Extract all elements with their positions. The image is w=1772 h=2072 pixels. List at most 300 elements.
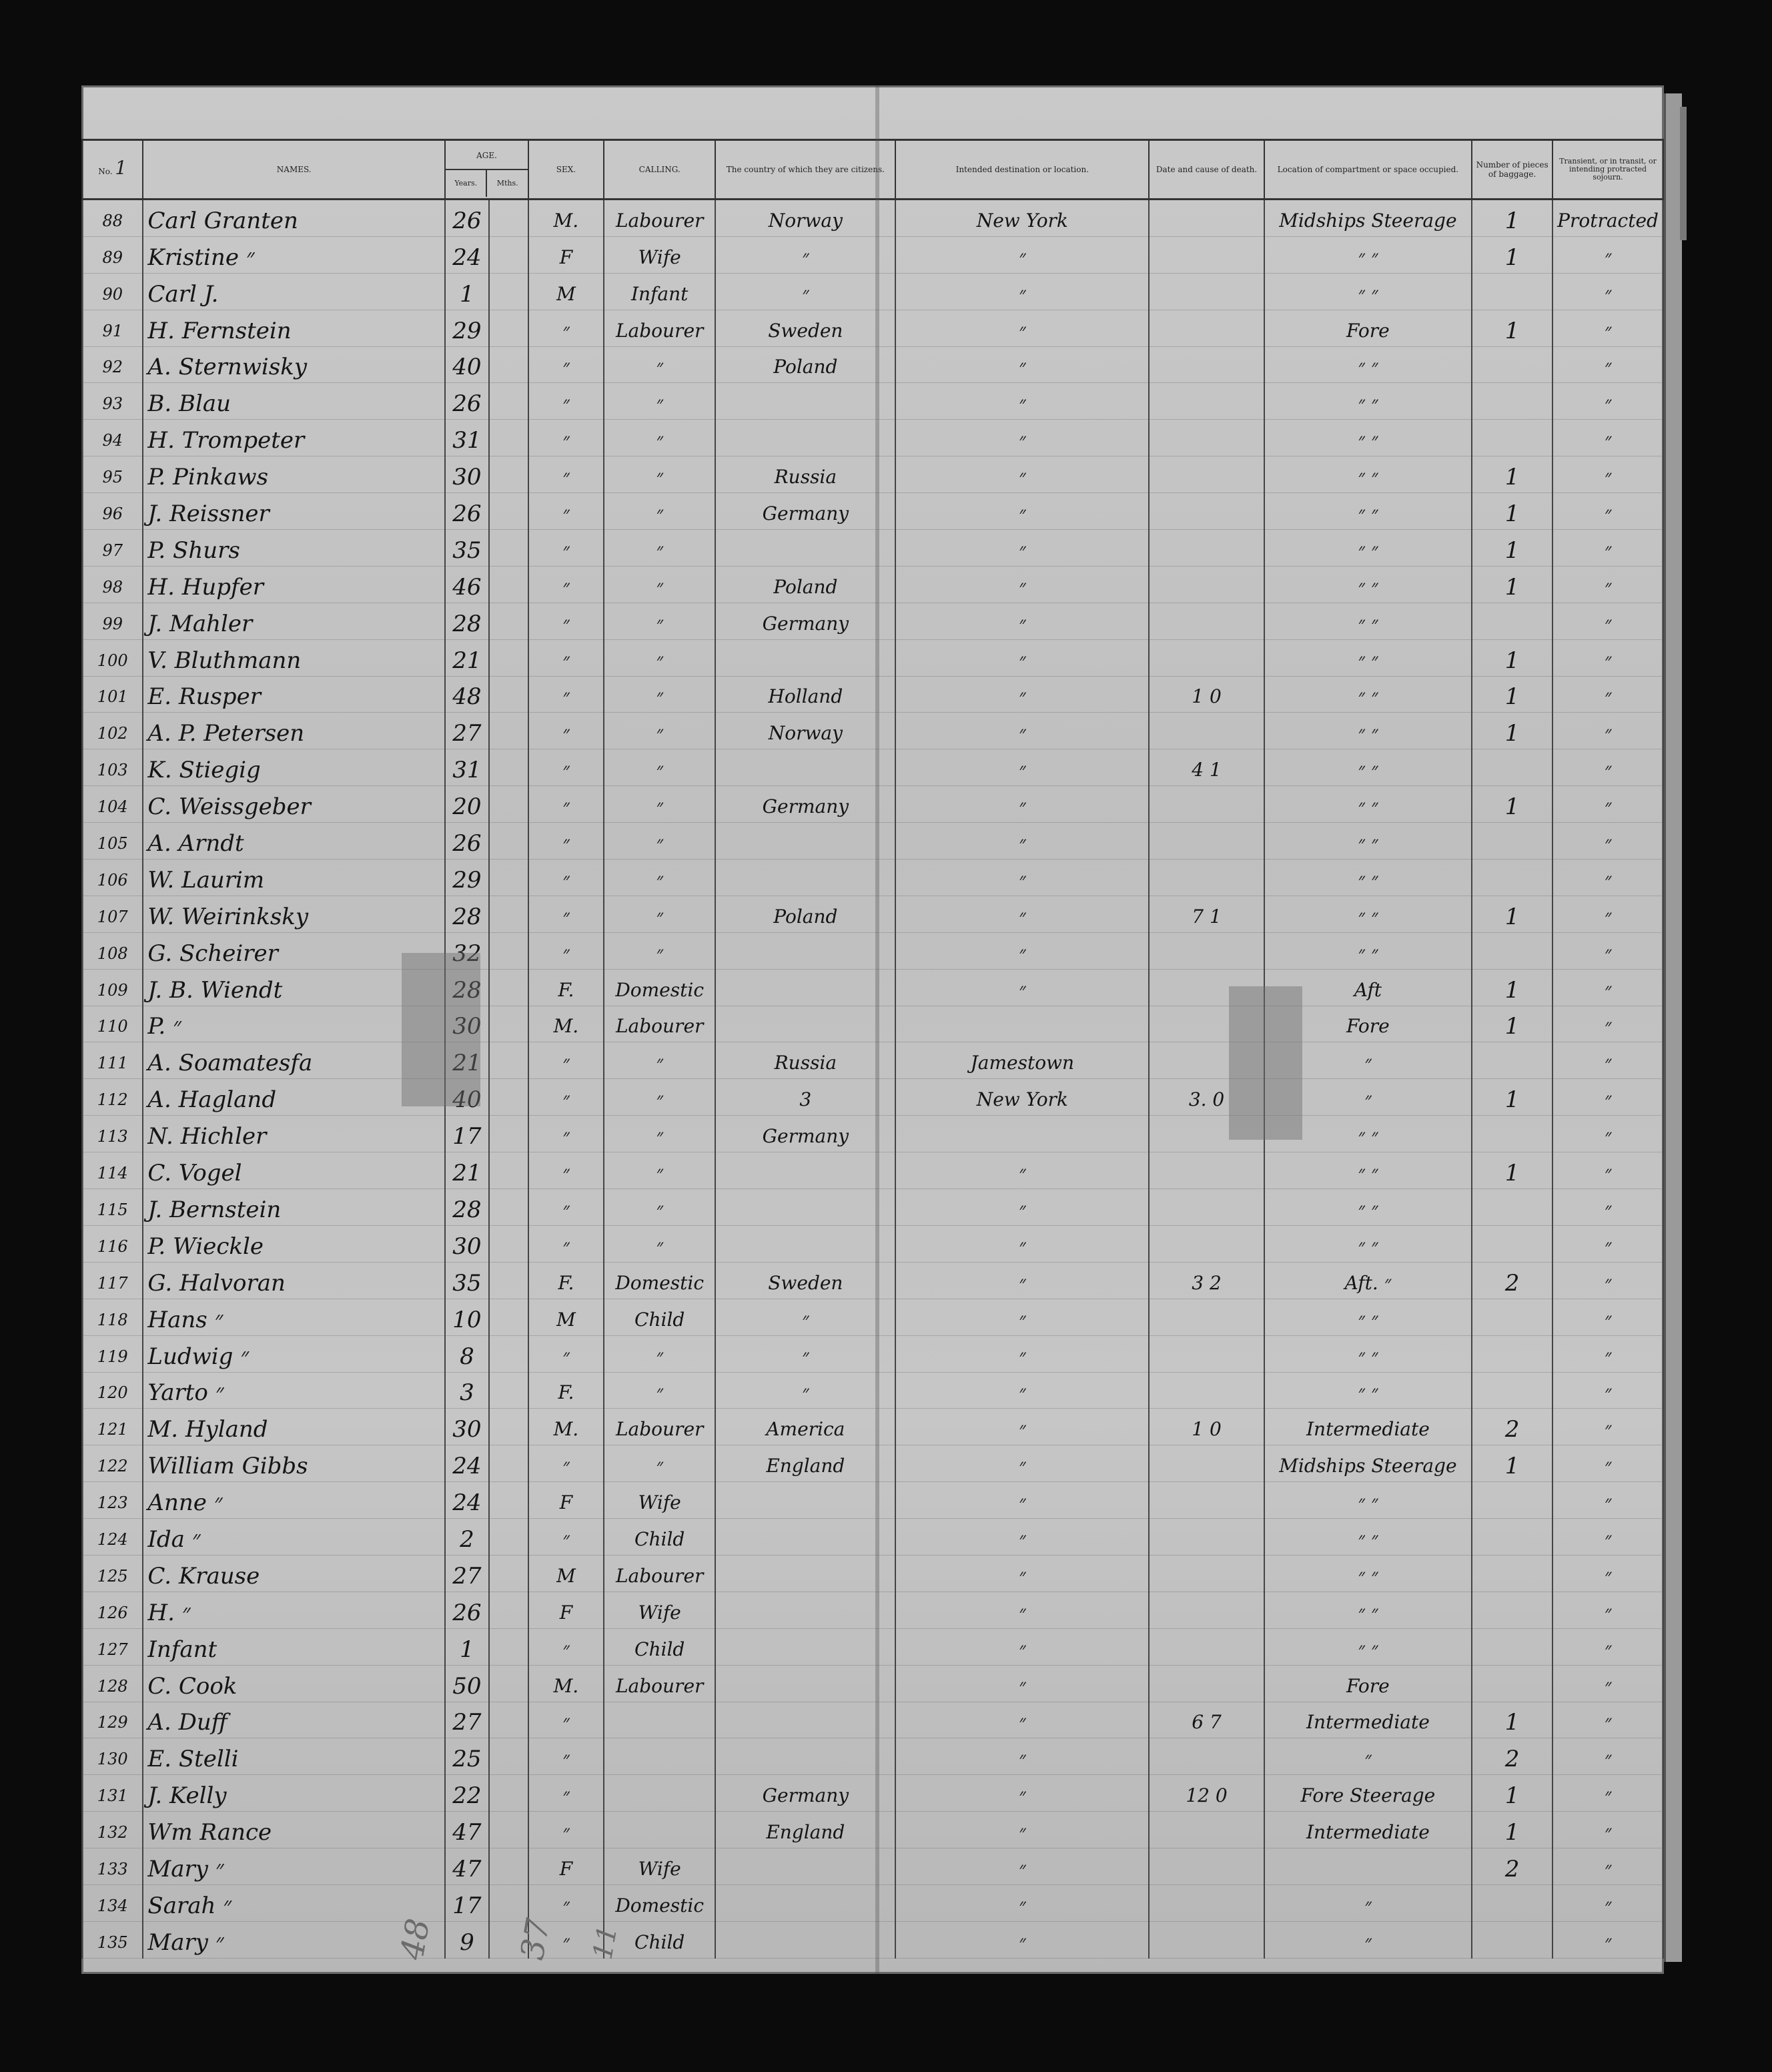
- cell-death: [1149, 1189, 1264, 1226]
- cell-baggage: [1472, 1225, 1553, 1262]
- cell-name: Infant: [143, 1628, 445, 1665]
- cell-age: 3: [445, 1372, 489, 1409]
- cell-months: [489, 1152, 528, 1189]
- cell-destination: ״: [895, 1372, 1149, 1409]
- cell-age: 28: [445, 896, 489, 932]
- cell-country: Holland: [715, 676, 895, 713]
- cell-no: 94: [82, 420, 143, 456]
- cell-months: [489, 1335, 528, 1372]
- cell-no: 91: [82, 310, 143, 346]
- cell-location: ״ ״: [1264, 896, 1472, 932]
- table-row: [82, 859, 1663, 896]
- cell-name: Ida ״: [143, 1519, 445, 1556]
- cell-destination: ״: [895, 566, 1149, 603]
- cell-destination: ״: [895, 859, 1149, 896]
- cell-transient: ״: [1553, 236, 1663, 273]
- cell-transient: ״: [1553, 310, 1663, 346]
- cell-age: 29: [445, 310, 489, 346]
- cell-age: 25: [445, 1738, 489, 1775]
- cell-country: Russia: [715, 456, 895, 493]
- cell-age: 30: [445, 456, 489, 493]
- cell-age: 2: [445, 1519, 489, 1556]
- cell-calling: Labourer: [604, 1006, 716, 1042]
- cell-destination: ״: [895, 236, 1149, 273]
- cell-age: 27: [445, 713, 489, 749]
- cell-location: ״ ״: [1264, 713, 1472, 749]
- table-row: [82, 566, 1663, 603]
- cell-name: J. Kelly: [143, 1775, 445, 1812]
- cell-calling: Wife: [604, 1848, 716, 1885]
- cell-calling: ״: [604, 1372, 716, 1409]
- cell-death: [1149, 1738, 1264, 1775]
- cell-location: ״ ״: [1264, 1592, 1472, 1628]
- cell-sex: ״: [528, 1628, 604, 1665]
- cell-country: Poland: [715, 566, 895, 603]
- cell-country: [715, 823, 895, 859]
- cell-months: [489, 1775, 528, 1812]
- cell-calling: Labourer: [604, 200, 716, 237]
- cell-destination: ״: [895, 823, 1149, 859]
- cell-transient: ״: [1553, 1079, 1663, 1116]
- cell-destination: ״: [895, 1152, 1149, 1189]
- cell-destination: New York: [895, 1079, 1149, 1116]
- cell-country: Sweden: [715, 1262, 895, 1299]
- cell-baggage: 1: [1472, 200, 1553, 237]
- cell-sex: ״: [528, 1225, 604, 1262]
- cell-name: H. ״: [143, 1592, 445, 1628]
- cell-transient: ״: [1553, 1225, 1663, 1262]
- cell-months: [489, 1042, 528, 1079]
- cell-location: Midships Steerage: [1264, 200, 1472, 237]
- cell-location: ״ ״: [1264, 749, 1472, 786]
- cell-name: A. Hagland: [143, 1079, 445, 1116]
- page-edge-tab: [1680, 107, 1687, 240]
- cell-sex: F: [528, 1848, 604, 1885]
- cell-name: C. Cook: [143, 1665, 445, 1702]
- cell-no: 134: [82, 1884, 143, 1921]
- cell-name: Ludwig ״: [143, 1335, 445, 1372]
- cell-country: [715, 932, 895, 969]
- cell-death: [1149, 1152, 1264, 1189]
- cell-baggage: 1: [1472, 530, 1553, 567]
- cell-no: 98: [82, 566, 143, 603]
- cell-transient: ״: [1553, 1335, 1663, 1372]
- cell-age: 21: [445, 1042, 489, 1079]
- cell-country: [715, 639, 895, 676]
- cell-transient: ״: [1553, 823, 1663, 859]
- cell-calling: [604, 1775, 716, 1812]
- table-row: [82, 383, 1663, 420]
- cell-destination: ״: [895, 1921, 1149, 1958]
- cell-sex: ״: [528, 566, 604, 603]
- cell-name: Kristine ״: [143, 236, 445, 273]
- cell-country: [715, 749, 895, 786]
- table-row: [82, 346, 1663, 383]
- cell-age: 40: [445, 1079, 489, 1116]
- cell-age: 40: [445, 346, 489, 383]
- cell-no: 109: [82, 969, 143, 1006]
- cell-calling: ״: [604, 346, 716, 383]
- table-row: [82, 530, 1663, 567]
- header-age: [445, 140, 528, 200]
- table-row: [82, 1335, 1663, 1372]
- cell-country: [715, 1628, 895, 1665]
- cell-country: ״: [715, 236, 895, 273]
- register-sheet: [81, 85, 1664, 1974]
- cell-sex: ״: [528, 639, 604, 676]
- cell-months: [489, 896, 528, 932]
- cell-sex: ״: [528, 1812, 604, 1848]
- cell-location: ״ ״: [1264, 530, 1472, 567]
- cell-name: J. Bernstein: [143, 1189, 445, 1226]
- cell-calling: ״: [604, 823, 716, 859]
- cell-name: A. Soamatesfa: [143, 1042, 445, 1079]
- cell-sex: ״: [528, 896, 604, 932]
- cell-sex: ״: [528, 859, 604, 896]
- cell-sex: ״: [528, 1702, 604, 1738]
- cell-death: [1149, 310, 1264, 346]
- cell-country: ״: [715, 1372, 895, 1409]
- cell-baggage: 2: [1472, 1409, 1553, 1445]
- cell-destination: ״: [895, 1665, 1149, 1702]
- cell-transient: ״: [1553, 530, 1663, 567]
- cell-calling: Domestic: [604, 969, 716, 1006]
- cell-name: N. Hichler: [143, 1116, 445, 1152]
- cell-sex: M.: [528, 1006, 604, 1042]
- cell-no: 117: [82, 1262, 143, 1299]
- cell-name: C. Vogel: [143, 1152, 445, 1189]
- cell-calling: Labourer: [604, 1555, 716, 1592]
- cell-transient: ״: [1553, 1921, 1663, 1958]
- cell-sex: M.: [528, 1409, 604, 1445]
- cell-country: England: [715, 1812, 895, 1848]
- cell-calling: Wife: [604, 1592, 716, 1628]
- header-calling: CALLING.: [604, 140, 716, 200]
- cell-country: Germany: [715, 493, 895, 530]
- cell-baggage: [1472, 346, 1553, 383]
- table-row: [82, 1006, 1663, 1042]
- cell-sex: ״: [528, 1445, 604, 1482]
- cell-name: V. Bluthmann: [143, 639, 445, 676]
- table-header-row: [82, 140, 1663, 200]
- cell-months: [489, 1592, 528, 1628]
- cell-sex: F: [528, 236, 604, 273]
- cell-transient: ״: [1553, 1812, 1663, 1848]
- cell-months: [489, 1006, 528, 1042]
- cell-age: 26: [445, 383, 489, 420]
- cell-baggage: [1472, 1042, 1553, 1079]
- cell-no: 124: [82, 1519, 143, 1556]
- table-row: [82, 1225, 1663, 1262]
- cell-location: ״: [1264, 1884, 1472, 1921]
- cell-calling: Child: [604, 1519, 716, 1556]
- cell-country: [715, 1921, 895, 1958]
- header-names: NAMES.: [143, 140, 445, 200]
- cell-country: [715, 1848, 895, 1885]
- cell-no: 89: [82, 236, 143, 273]
- cell-baggage: 1: [1472, 639, 1553, 676]
- cell-no: 108: [82, 932, 143, 969]
- paper-stamp-left: [402, 953, 480, 1106]
- cell-sex: F: [528, 1592, 604, 1628]
- cell-name: A. Duff: [143, 1702, 445, 1738]
- table-row: [82, 1189, 1663, 1226]
- table-row: [82, 1042, 1663, 1079]
- cell-no: 97: [82, 530, 143, 567]
- cell-baggage: [1472, 859, 1553, 896]
- cell-location: ״ ״: [1264, 346, 1472, 383]
- cell-age: 48: [445, 676, 489, 713]
- cell-no: 102: [82, 713, 143, 749]
- cell-transient: ״: [1553, 1152, 1663, 1189]
- cell-months: [489, 236, 528, 273]
- cell-months: [489, 1812, 528, 1848]
- table-row: [82, 1848, 1663, 1885]
- passenger-register-table: [81, 139, 1664, 1959]
- cell-age: 28: [445, 603, 489, 639]
- cell-months: [489, 1628, 528, 1665]
- cell-destination: ״: [895, 603, 1149, 639]
- table-row: [82, 310, 1663, 346]
- cell-age: 47: [445, 1812, 489, 1848]
- cell-calling: Labourer: [604, 310, 716, 346]
- cell-no: 93: [82, 383, 143, 420]
- cell-location: Fore Steerage: [1264, 1775, 1472, 1812]
- cell-transient: ״: [1553, 1042, 1663, 1079]
- cell-transient: ״: [1553, 1884, 1663, 1921]
- cell-baggage: [1472, 1921, 1553, 1958]
- cell-location: ״ ״: [1264, 1372, 1472, 1409]
- cell-name: W. Weirinksky: [143, 896, 445, 932]
- cell-transient: ״: [1553, 1006, 1663, 1042]
- cell-calling: ״: [604, 676, 716, 713]
- cell-death: [1149, 1519, 1264, 1556]
- table-row: [82, 1482, 1663, 1519]
- cell-baggage: 1: [1472, 896, 1553, 932]
- cell-months: [489, 1299, 528, 1335]
- cell-calling: [604, 1738, 716, 1775]
- cell-sex: ״: [528, 456, 604, 493]
- cell-location: Intermediate: [1264, 1812, 1472, 1848]
- cell-transient: ״: [1553, 1702, 1663, 1738]
- cell-months: [489, 456, 528, 493]
- table-row: [82, 1372, 1663, 1409]
- cell-destination: ״: [895, 639, 1149, 676]
- cell-no: 95: [82, 456, 143, 493]
- cell-months: [489, 859, 528, 896]
- cell-death: [1149, 859, 1264, 896]
- cell-name: G. Halvoran: [143, 1262, 445, 1299]
- cell-no: 88: [82, 200, 143, 237]
- cell-calling: Wife: [604, 236, 716, 273]
- cell-destination: ״: [895, 1225, 1149, 1262]
- cell-country: [715, 1482, 895, 1519]
- cell-calling: ״: [604, 749, 716, 786]
- cell-baggage: [1472, 1189, 1553, 1226]
- cell-calling: ״: [604, 383, 716, 420]
- cell-death: [1149, 639, 1264, 676]
- header-sex: SEX.: [528, 140, 604, 200]
- table-row: [82, 1445, 1663, 1482]
- cell-age: 17: [445, 1116, 489, 1152]
- cell-age: 30: [445, 1006, 489, 1042]
- cell-location: [1264, 1848, 1472, 1885]
- cell-no: 107: [82, 896, 143, 932]
- cell-baggage: [1472, 1116, 1553, 1152]
- cell-age: 31: [445, 420, 489, 456]
- header-age-months: Mths.: [496, 179, 518, 188]
- cell-destination: ״: [895, 896, 1149, 932]
- cell-sex: ״: [528, 603, 604, 639]
- cell-age: 26: [445, 493, 489, 530]
- cell-transient: ״: [1553, 603, 1663, 639]
- cell-destination: ״: [895, 1262, 1149, 1299]
- cell-no: 130: [82, 1738, 143, 1775]
- cell-calling: ״: [604, 456, 716, 493]
- cell-name: A. P. Petersen: [143, 713, 445, 749]
- cell-death: [1149, 1445, 1264, 1482]
- cell-destination: ״: [895, 1519, 1149, 1556]
- cell-no: 126: [82, 1592, 143, 1628]
- cell-death: [1149, 713, 1264, 749]
- cell-destination: ״: [895, 1335, 1149, 1372]
- cell-months: [489, 932, 528, 969]
- cell-age: 26: [445, 1592, 489, 1628]
- cell-sex: ״: [528, 1738, 604, 1775]
- cell-destination: ״: [895, 1592, 1149, 1628]
- cell-months: [489, 969, 528, 1006]
- cell-death: [1149, 1372, 1264, 1409]
- cell-calling: Child: [604, 1628, 716, 1665]
- cell-age: 21: [445, 639, 489, 676]
- cell-baggage: [1472, 1372, 1553, 1409]
- cell-transient: ״: [1553, 1519, 1663, 1556]
- table-row: [82, 1116, 1663, 1152]
- cell-country: America: [715, 1409, 895, 1445]
- cell-transient: ״: [1553, 493, 1663, 530]
- page-fold: [875, 85, 879, 1974]
- cell-months: [489, 1665, 528, 1702]
- table-row: [82, 676, 1663, 713]
- cell-baggage: 1: [1472, 786, 1553, 823]
- cell-destination: ״: [895, 1409, 1149, 1445]
- header-no-mark: 1: [115, 156, 127, 179]
- cell-baggage: [1472, 1299, 1553, 1335]
- cell-transient: ״: [1553, 1592, 1663, 1628]
- cell-name: J. Reissner: [143, 493, 445, 530]
- cell-transient: ״: [1553, 1555, 1663, 1592]
- table-row: [82, 1299, 1663, 1335]
- cell-country: [715, 1592, 895, 1628]
- cell-months: [489, 749, 528, 786]
- cell-no: 125: [82, 1555, 143, 1592]
- cell-age: 47: [445, 1848, 489, 1885]
- cell-death: [1149, 273, 1264, 310]
- cell-death: [1149, 823, 1264, 859]
- cell-name: Mary ״: [143, 1848, 445, 1885]
- table-row: [82, 200, 1663, 237]
- header-baggage: Number of pieces of baggage.: [1472, 140, 1553, 200]
- cell-calling: ״: [604, 859, 716, 896]
- header-transient: Transient, or in transit, or intending protracted sojourn.: [1553, 140, 1663, 200]
- cell-location: Fore: [1264, 1006, 1472, 1042]
- cell-destination: ״: [895, 456, 1149, 493]
- cell-no: 92: [82, 346, 143, 383]
- table-row: [82, 1592, 1663, 1628]
- pencil-tally-3: 11: [587, 1923, 624, 1963]
- cell-baggage: [1472, 383, 1553, 420]
- cell-location: ״ ״: [1264, 1335, 1472, 1372]
- cell-transient: ״: [1553, 1409, 1663, 1445]
- cell-transient: Protracted: [1553, 200, 1663, 237]
- cell-death: [1149, 1665, 1264, 1702]
- cell-calling: ״: [604, 530, 716, 567]
- cell-baggage: 1: [1472, 1775, 1553, 1812]
- cell-location: ״ ״: [1264, 273, 1472, 310]
- cell-transient: ״: [1553, 896, 1663, 932]
- cell-name: Anne ״: [143, 1482, 445, 1519]
- cell-age: 31: [445, 749, 489, 786]
- cell-destination: ״: [895, 1775, 1149, 1812]
- cell-location: ״ ״: [1264, 1225, 1472, 1262]
- cell-name: K. Stiegig: [143, 749, 445, 786]
- pencil-tally-1: 48: [393, 1916, 438, 1963]
- cell-calling: ״: [604, 1116, 716, 1152]
- cell-months: [489, 786, 528, 823]
- cell-location: Fore: [1264, 310, 1472, 346]
- cell-location: ״ ״: [1264, 383, 1472, 420]
- cell-death: 12 0: [1149, 1775, 1264, 1812]
- cell-calling: ״: [604, 420, 716, 456]
- cell-baggage: [1472, 1665, 1553, 1702]
- cell-sex: ״: [528, 1079, 604, 1116]
- cell-transient: ״: [1553, 932, 1663, 969]
- table-row: [82, 1152, 1663, 1189]
- cell-sex: ״: [528, 383, 604, 420]
- cell-country: [715, 1884, 895, 1921]
- cell-name: Carl Granten: [143, 200, 445, 237]
- cell-location: ״ ״: [1264, 676, 1472, 713]
- cell-calling: ״: [604, 786, 716, 823]
- cell-name: P. Pinkaws: [143, 456, 445, 493]
- cell-age: 1: [445, 273, 489, 310]
- cell-location: ״: [1264, 1042, 1472, 1079]
- header-age-years: Years.: [446, 170, 488, 197]
- cell-destination: ״: [895, 1848, 1149, 1885]
- cell-country: ״: [715, 1335, 895, 1372]
- cell-destination: ״: [895, 1884, 1149, 1921]
- cell-age: 10: [445, 1299, 489, 1335]
- cell-calling: ״: [604, 1225, 716, 1262]
- cell-name: P. ״: [143, 1006, 445, 1042]
- cell-location: ״ ״: [1264, 493, 1472, 530]
- cell-calling: [604, 1702, 716, 1738]
- cell-sex: ״: [528, 1775, 604, 1812]
- table-row: [82, 1702, 1663, 1738]
- cell-death: [1149, 1628, 1264, 1665]
- cell-country: [715, 1006, 895, 1042]
- cell-transient: ״: [1553, 420, 1663, 456]
- cell-name: M. Hyland: [143, 1409, 445, 1445]
- table-row: [82, 1921, 1663, 1958]
- cell-name: W. Laurim: [143, 859, 445, 896]
- cell-baggage: [1472, 932, 1553, 969]
- cell-death: [1149, 1812, 1264, 1848]
- cell-months: [489, 1445, 528, 1482]
- cell-name: H. Trompeter: [143, 420, 445, 456]
- cell-baggage: 2: [1472, 1738, 1553, 1775]
- cell-baggage: [1472, 1884, 1553, 1921]
